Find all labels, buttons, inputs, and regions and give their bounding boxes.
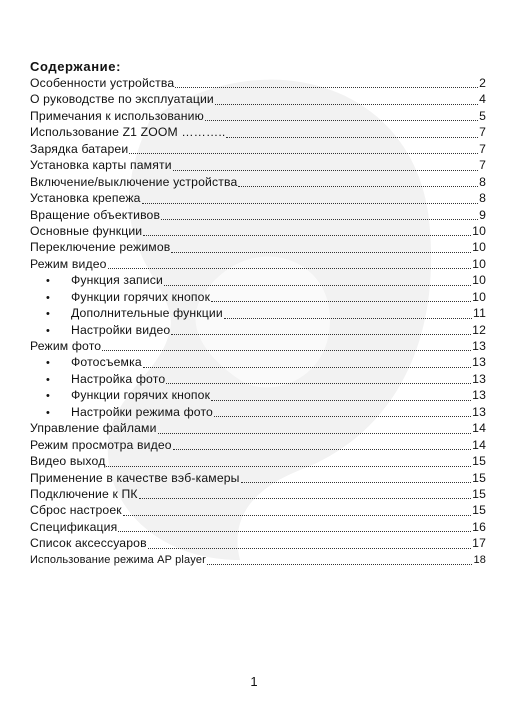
toc-entry-page: 14 <box>472 437 486 452</box>
toc-entry <box>30 486 486 502</box>
toc-entry-label: О руководстве по эксплуатации <box>30 92 214 107</box>
toc-entry <box>30 190 486 206</box>
toc-entry-label: Особенности устройства <box>30 76 175 90</box>
toc-entry-label: Настройки видео <box>71 322 171 337</box>
dot-leader <box>175 87 478 88</box>
dot-leader <box>158 433 472 434</box>
toc-entry-page: 13 <box>472 339 486 353</box>
toc-entry-page: 15 <box>472 470 486 485</box>
toc-entry <box>30 371 486 387</box>
dot-leader <box>215 104 478 105</box>
toc-entry-label: Спецификация <box>30 519 118 534</box>
toc-entry-label: Функции горячих кнопок <box>71 289 211 304</box>
bullet-icon: • <box>46 357 51 370</box>
toc-entry-page: 16 <box>472 519 486 534</box>
toc-entry-page: 10 <box>472 240 486 255</box>
toc-entry-page: 17 <box>472 536 486 551</box>
toc-entry <box>30 519 486 535</box>
toc-entry <box>30 305 486 321</box>
dot-leader <box>106 466 471 467</box>
dot-leader <box>173 170 478 171</box>
toc-entry-page: 4 <box>479 92 486 107</box>
dot-leader <box>129 153 478 154</box>
toc-entry <box>30 124 486 140</box>
toc-entry-label: Управление файлами <box>30 421 157 436</box>
toc-entry-label: Настройки режима фото <box>71 404 213 419</box>
bullet-icon: • <box>46 390 51 403</box>
page-number: 1 <box>250 674 258 689</box>
dot-leader <box>207 564 472 565</box>
toc-entry <box>30 91 486 107</box>
toc-entry <box>30 174 486 190</box>
toc-entry-label: Использование режима AP player <box>30 553 206 566</box>
toc-entry <box>30 502 486 518</box>
dot-leader <box>226 137 478 138</box>
toc-entry-page: 7 <box>479 125 486 140</box>
toc-entry-page: 7 <box>479 141 486 156</box>
toc-entry-label: Настройка фото <box>71 371 166 386</box>
toc-entry <box>30 354 486 370</box>
toc-entry-page: 10 <box>472 256 486 271</box>
toc-entry <box>30 207 486 223</box>
toc-entry-label: Переключение режимов <box>30 240 171 255</box>
toc-entry <box>30 420 486 436</box>
toc-title: Содержание: <box>30 59 122 74</box>
dot-leader <box>139 498 471 499</box>
toc-entry-page: 10 <box>472 223 486 238</box>
toc-entry <box>30 338 486 354</box>
toc-entry-label: Сброс настроек <box>30 503 122 518</box>
dot-leader <box>214 416 471 417</box>
toc-entry-label: Подключение к ПК <box>30 486 138 501</box>
toc-entry-page: 13 <box>472 371 486 386</box>
toc-entry-page: 13 <box>472 355 486 370</box>
toc-entry <box>30 404 486 420</box>
toc-entry-label: Установка крепежа <box>30 191 141 206</box>
toc-entry-page: 8 <box>479 174 486 189</box>
toc-entry <box>30 239 486 255</box>
toc-entry-page: 10 <box>472 289 486 304</box>
toc-entry <box>30 437 486 453</box>
bullet-icon: • <box>46 308 51 321</box>
toc-entry <box>30 453 486 469</box>
toc-entry-page: 8 <box>479 191 486 206</box>
dot-leader <box>238 186 478 187</box>
toc-entry-page: 15 <box>472 503 486 518</box>
toc-entry-label: Фотосъемка <box>71 355 142 370</box>
toc-entry-label: Режим видео <box>30 256 107 271</box>
toc-entry <box>30 272 486 288</box>
dot-leader <box>118 531 471 532</box>
dot-leader <box>148 548 471 549</box>
toc-entry-label: Использование Z1 ZOOM ……….. <box>30 125 226 140</box>
toc-entry-page: 12 <box>472 322 486 337</box>
dot-leader <box>171 334 471 335</box>
dot-leader <box>224 318 472 319</box>
dot-leader <box>143 367 471 368</box>
toc-entry-label: Функции горячих кнопок <box>71 388 211 403</box>
table-of-contents <box>30 58 486 568</box>
bullet-icon: • <box>46 324 51 337</box>
toc-entry-label: Дополнительные функции <box>71 306 223 321</box>
bullet-icon: • <box>46 373 51 386</box>
toc-entry-label: Установка карты памяти <box>30 158 172 173</box>
toc-entry-page: 18 <box>473 553 486 566</box>
dot-leader <box>171 252 471 253</box>
toc-entry-label: Включение/выключение устройства <box>30 174 238 189</box>
toc-entry-page: 5 <box>479 108 486 123</box>
toc-entries <box>30 75 486 568</box>
toc-entry-label: Зарядка батареи <box>30 141 129 156</box>
toc-entry-page: 13 <box>472 388 486 403</box>
dot-leader <box>211 400 471 401</box>
toc-entry <box>30 387 486 403</box>
toc-entry <box>30 470 486 486</box>
toc-entry-page: 2 <box>479 76 486 90</box>
toc-entry-page: 14 <box>472 421 486 436</box>
dot-leader <box>108 268 472 269</box>
dot-leader <box>143 235 471 236</box>
toc-entry-page: 13 <box>472 404 486 419</box>
toc-entry-label: Основные функции <box>30 223 143 238</box>
dot-leader <box>166 383 471 384</box>
toc-entry <box>30 256 486 272</box>
toc-entry <box>30 223 486 239</box>
dot-leader <box>102 350 471 351</box>
toc-entry <box>30 141 486 157</box>
dot-leader <box>123 515 471 516</box>
dot-leader <box>241 482 472 483</box>
toc-entry <box>30 108 486 124</box>
dot-leader <box>164 285 471 286</box>
toc-entry-page: 9 <box>479 207 486 222</box>
toc-entry-page: 15 <box>472 486 486 501</box>
toc-entry <box>30 75 486 91</box>
toc-entry-page: 15 <box>472 454 486 469</box>
toc-entry <box>30 535 486 551</box>
bullet-icon: • <box>46 275 51 288</box>
toc-entry <box>30 552 486 568</box>
dot-leader <box>142 203 478 204</box>
toc-entry-label: Вращение объективов <box>30 207 161 222</box>
dot-leader <box>173 449 471 450</box>
toc-entry-label: Применение в качестве вэб-камеры <box>30 470 240 485</box>
dot-leader <box>205 120 478 121</box>
toc-entry-label: Видео выход <box>30 454 106 469</box>
toc-entry <box>30 289 486 305</box>
dot-leader <box>211 301 471 302</box>
toc-entry-label: Функция записи <box>71 273 163 288</box>
toc-entry-label: Режим фото <box>30 339 102 353</box>
toc-entry-page: 7 <box>479 158 486 173</box>
bullet-icon: • <box>46 406 51 419</box>
toc-entry-page: 10 <box>472 273 486 288</box>
bullet-icon: • <box>46 291 51 304</box>
toc-entry-label: Список аксессуаров <box>30 536 147 551</box>
toc-entry-label: Примечания к использованию <box>30 108 204 123</box>
toc-entry-label: Режим просмотра видео <box>30 437 172 452</box>
toc-entry-page: 11 <box>473 306 486 321</box>
toc-entry <box>30 322 486 338</box>
toc-entry <box>30 157 486 173</box>
dot-leader <box>161 219 478 220</box>
